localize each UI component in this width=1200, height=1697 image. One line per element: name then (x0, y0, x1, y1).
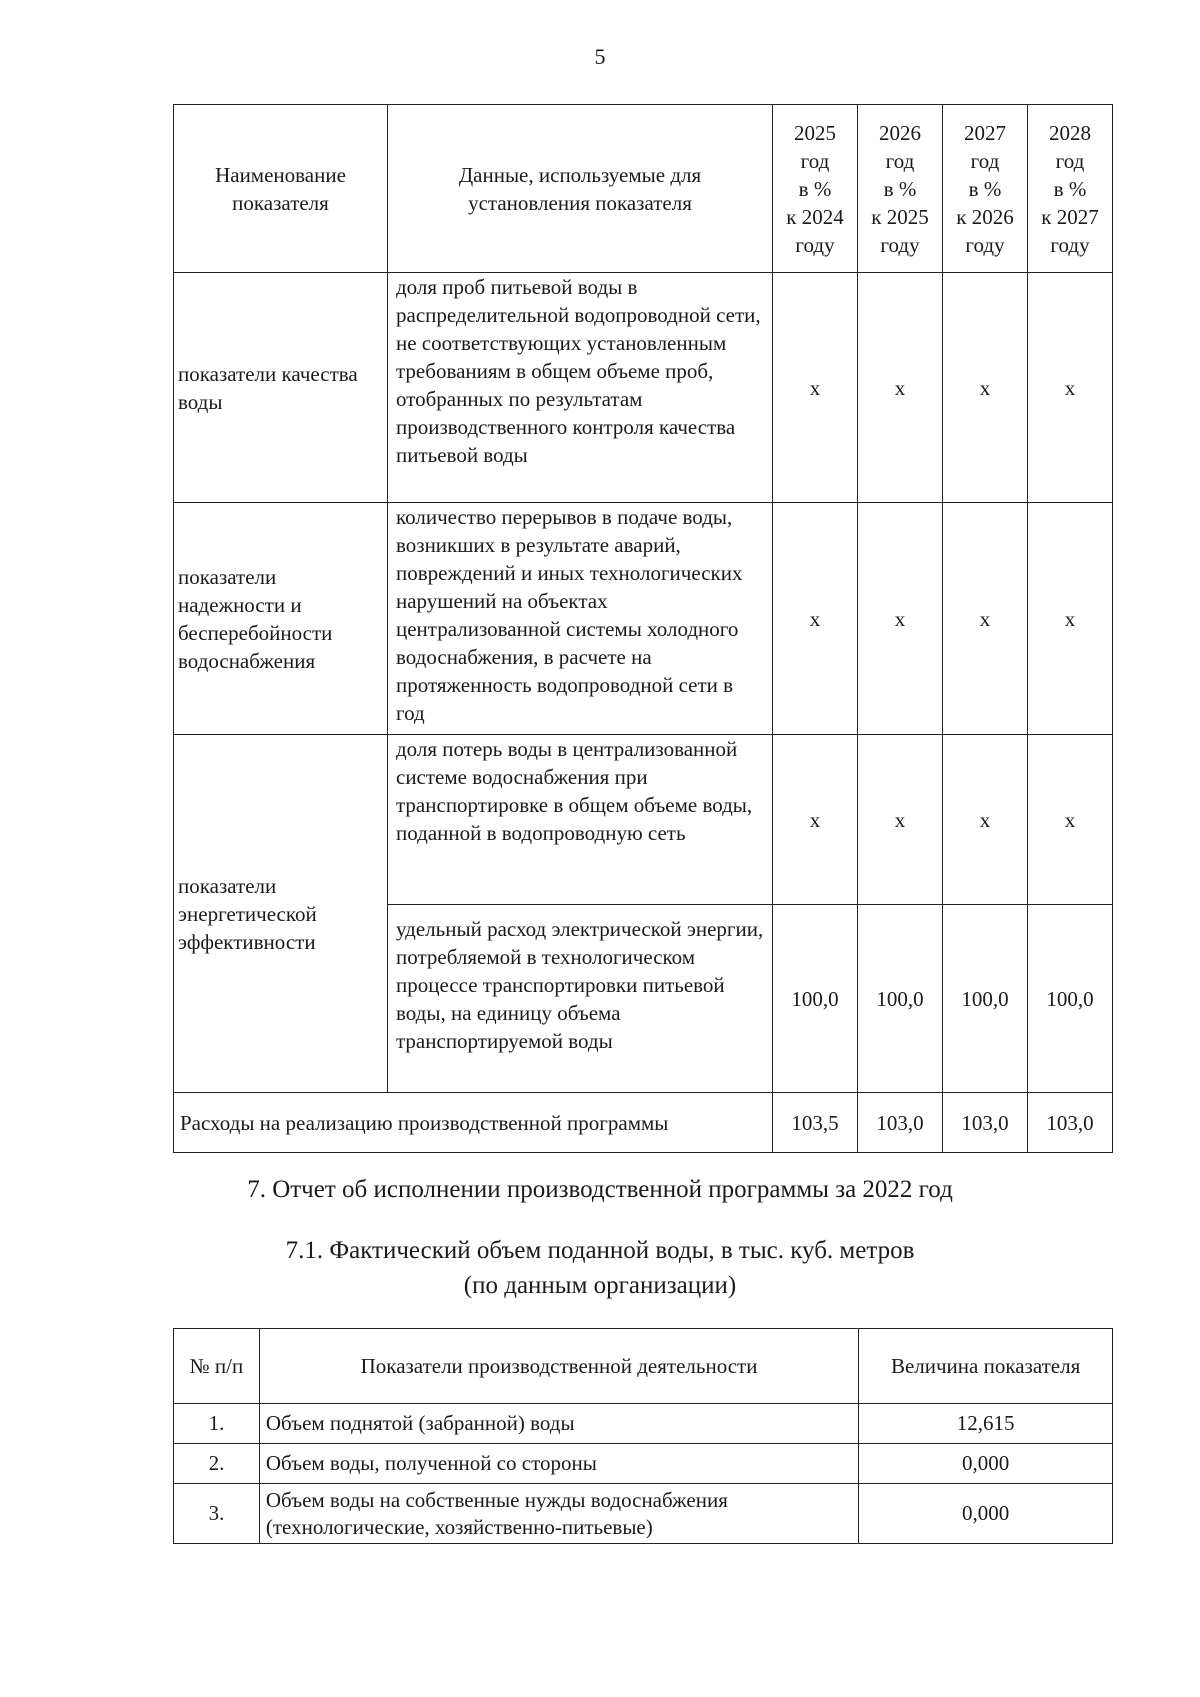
table-row (174, 1484, 1113, 1544)
row-indicator: Объем воды, полученной со стороны (259, 1444, 858, 1484)
table-row (174, 1444, 1113, 1484)
total-label: Расходы на реализацию производственной программы (174, 1093, 773, 1153)
value-2028: х (1028, 273, 1113, 503)
value-2026: 100,0 (858, 905, 943, 1093)
header-year-2025: 2025 год в % к 2024 году (773, 105, 858, 273)
header-year-2028: 2028 год в % к 2027 году (1028, 105, 1113, 273)
indicator-description: удельный расход электрической энергии, потребляемой в технологическом процессе транспортировки питьевой воды, на единицу объема транспортируемой воды (388, 905, 773, 1093)
header-indicator-data: Данные, используемые для установления показателя (388, 105, 773, 273)
indicator-name: показатели энергетической эффективности (174, 735, 388, 1093)
header-year-2026: 2026 год в % к 2025 году (858, 105, 943, 273)
section-title: 7. Отчет об исполнении производственной программы за 2022 год (247, 1176, 953, 1203)
row-indicator: Объем воды на собственные нужды водоснабжения (технологические, хозяйственно-питьевые) (259, 1484, 858, 1544)
water-volume-table (173, 1328, 1113, 1544)
value-2028: 100,0 (1028, 905, 1113, 1093)
page-number: 5 (594, 44, 606, 69)
table-row (174, 735, 1113, 905)
value-2025: 100,0 (773, 905, 858, 1093)
indicator-description: доля проб питьевой воды в распределительной водопроводной сети, не соответствующих установленным требованиям в общем объеме проб, отобранных по результатам производственного контроля качества питьевой воды (388, 273, 773, 503)
row-value: 0,000 (859, 1444, 1113, 1484)
row-number: 1. (174, 1404, 260, 1444)
total-2025: 103,5 (773, 1093, 858, 1153)
indicator-name: показатели качества воды (174, 273, 388, 503)
row-number: 2. (174, 1444, 260, 1484)
header-indicator: Показатели производственной деятельности (259, 1329, 858, 1404)
table-header-row (174, 1329, 1113, 1404)
value-2027: х (943, 273, 1028, 503)
value-2026: х (858, 273, 943, 503)
header-indicator-name: Наименование показателя (174, 105, 388, 273)
table-row (174, 503, 1113, 735)
table-header-row (174, 105, 1113, 273)
row-value: 12,615 (859, 1404, 1113, 1444)
value-2027: х (943, 503, 1028, 735)
row-value: 0,000 (859, 1484, 1113, 1544)
header-value: Величина показателя (859, 1329, 1113, 1404)
total-2028: 103,0 (1028, 1093, 1113, 1153)
section-subtitle-note: (по данным организации) (463, 1272, 737, 1299)
value-2026: х (858, 735, 943, 905)
value-2028: х (1028, 735, 1113, 905)
section-subtitle: 7.1. Фактический объем поданной воды, в тыс. куб. метров (285, 1237, 915, 1264)
header-year-2027: 2027 год в % к 2026 году (943, 105, 1028, 273)
indicator-name: показатели надежности и бесперебойности водоснабжения (174, 503, 388, 735)
indicator-description: доля потерь воды в централизованной системе водоснабжения при транспортировке в общем объеме воды, поданной в водопроводную сеть (388, 735, 773, 905)
row-number: 3. (174, 1484, 260, 1544)
total-2026: 103,0 (858, 1093, 943, 1153)
header-number: № п/п (174, 1329, 260, 1404)
row-indicator: Объем поднятой (забранной) воды (259, 1404, 858, 1444)
value-2025: х (773, 503, 858, 735)
value-2025: х (773, 735, 858, 905)
value-2025: х (773, 273, 858, 503)
value-2028: х (1028, 503, 1113, 735)
value-2027: х (943, 735, 1028, 905)
value-2027: 100,0 (943, 905, 1028, 1093)
indicators-table (173, 104, 1113, 1153)
total-row (174, 1093, 1113, 1153)
table-row (174, 273, 1113, 503)
table-row (174, 1404, 1113, 1444)
total-2027: 103,0 (943, 1093, 1028, 1153)
indicator-description: количество перерывов в подаче воды, возникших в результате аварий, повреждений и иных технологических нарушений на объектах централизованной системы холодного водоснабжения, в расчете на протяженность водопроводной сети в год (388, 503, 773, 735)
value-2026: х (858, 503, 943, 735)
